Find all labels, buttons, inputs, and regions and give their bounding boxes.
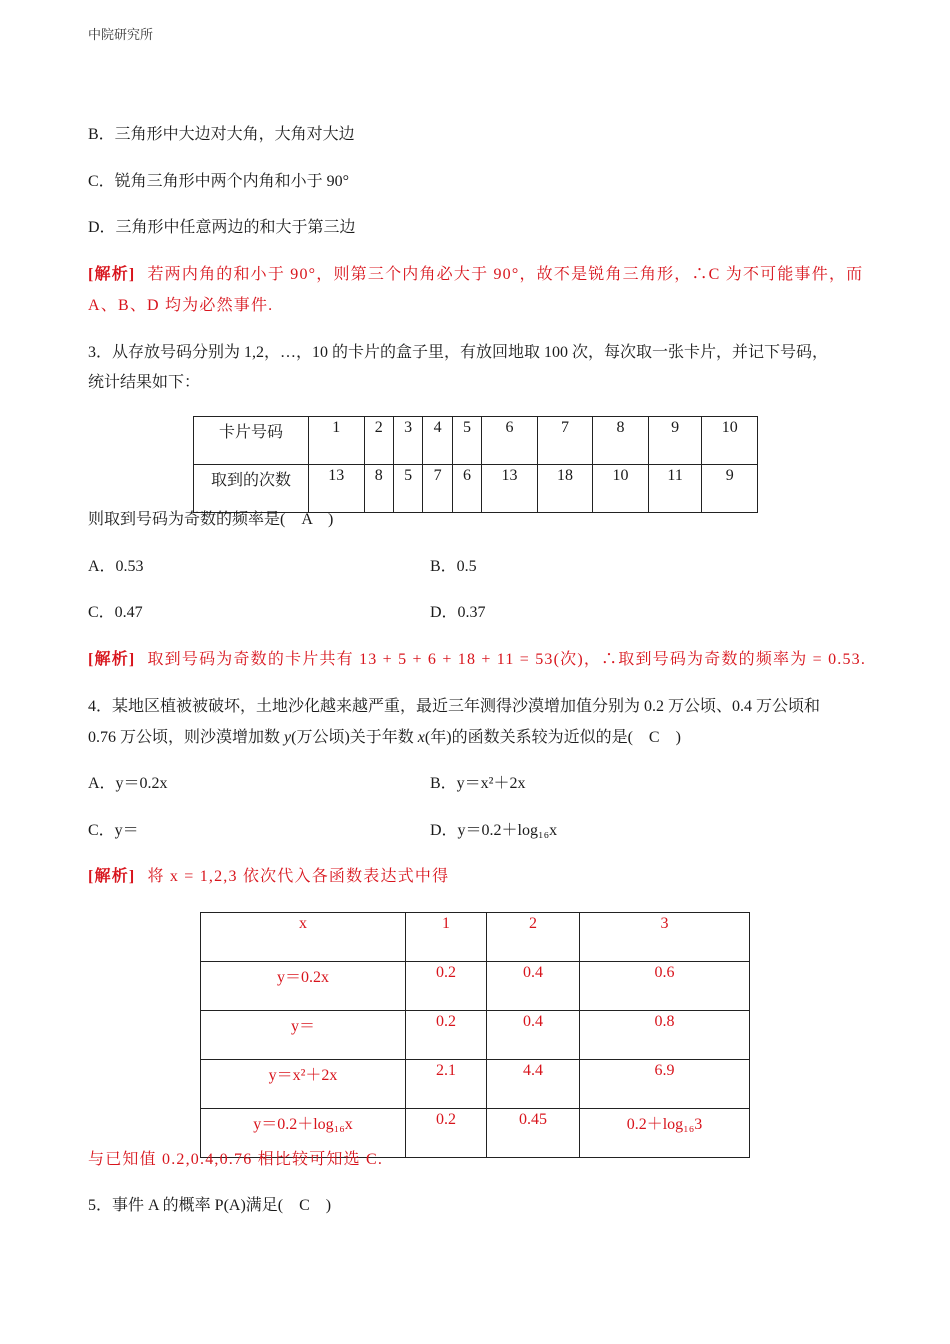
- q2-analysis-line2: A、B、D 均为必然事件.: [88, 297, 274, 314]
- analysis-tag: [解析]: [88, 266, 136, 283]
- var-x: x: [417, 729, 425, 746]
- table-cell: 9: [648, 417, 702, 465]
- table-cell: 8: [593, 417, 649, 465]
- table-cell: 10: [702, 417, 758, 465]
- table-cell: 1: [309, 417, 365, 465]
- analysis-tag: [解析]: [88, 651, 136, 668]
- table-cell: 13: [309, 465, 365, 513]
- table-cell: 6.9: [580, 1060, 750, 1109]
- table-cell: 1: [406, 913, 487, 962]
- table-row: [201, 962, 750, 1011]
- table-cell: 5: [393, 465, 422, 513]
- table-cell: 6: [482, 417, 538, 465]
- table-cell: 0.8: [580, 1011, 750, 1060]
- table-cell: 6: [452, 465, 481, 513]
- q3-question: 则取到号码为奇数的频率是( A ): [88, 511, 334, 528]
- q2-option-b: B．三角形中大边对大角，大角对大边: [88, 126, 355, 143]
- q3-option-b: B．0.5: [430, 558, 477, 575]
- text-span: (万公顷)关于年数: [291, 729, 418, 746]
- table-cell: 2.1: [406, 1060, 487, 1109]
- table-cell: y＝x²＋2x: [201, 1060, 406, 1109]
- table-row: [201, 1060, 750, 1109]
- table-cell: x: [201, 913, 406, 962]
- q2-option-c: C．锐角三角形中两个内角和小于 90°: [88, 173, 350, 190]
- q3-option-a: A．0.53: [88, 558, 144, 575]
- q4-option-b: B．y＝x²＋2x: [430, 775, 526, 792]
- table-cell: 卡片号码: [194, 417, 309, 465]
- table-cell: 2: [487, 913, 580, 962]
- table-row: [194, 417, 758, 465]
- table-cell: 13: [482, 465, 538, 513]
- table-cell: 取到的次数: [194, 465, 309, 513]
- table-cell: y＝: [201, 1011, 406, 1060]
- table-cell: 18: [537, 465, 593, 513]
- q4-option-d: D．y＝0.2＋log₁₆x: [430, 822, 558, 839]
- table-row: [194, 465, 758, 513]
- q3-option-c: C．0.47: [88, 604, 143, 621]
- q3-analysis: [88, 649, 866, 671]
- text-span: (年)的函数关系较为近似的是( C ): [424, 729, 681, 746]
- table-cell: 5: [452, 417, 481, 465]
- q2-option-d: D．三角形中任意两边的和大于第三边: [88, 219, 356, 236]
- q2-analysis-text: 若两内角的和小于 90°，则第三个内角必大于 90°，故不是锐角三角形，∴C 为不可能事件，而: [147, 266, 864, 283]
- table-cell: 0.6: [580, 962, 750, 1011]
- table-cell: 0.45: [487, 1109, 580, 1158]
- q3-analysis-text: 取到号码为奇数的卡片共有 13 + 5 + 6 + 18 + 11 = 53(次)，∴取到号码为奇数的频率为 = 0.53.: [147, 651, 867, 668]
- function-value-table: [200, 912, 750, 1158]
- var-y: y: [284, 729, 292, 746]
- q5-stem: 5．事件 A 的概率 P(A)满足( C ): [88, 1197, 332, 1214]
- q4-stem-line2: [88, 727, 681, 749]
- analysis-tag: [解析]: [88, 868, 136, 885]
- table-row: [201, 913, 750, 962]
- table-cell: 11: [648, 465, 702, 513]
- table-cell: 10: [593, 465, 649, 513]
- table-cell: 0.2: [406, 1109, 487, 1158]
- table-cell: y＝0.2＋log₁₆x: [201, 1109, 406, 1158]
- q3-stem-line1: 3．从存放号码分别为 1,2，…，10 的卡片的盒子里，有放回地取 100 次，每次取一张卡片，并记下号码，: [88, 344, 829, 361]
- table-cell: 4: [423, 417, 452, 465]
- q4-option-a: A．y＝0.2x: [88, 775, 168, 792]
- text-span: 0.76 万公顷，则沙漠增加数: [88, 729, 285, 746]
- table-cell: 0.2＋log₁₆3: [580, 1109, 750, 1158]
- table-cell: 2: [364, 417, 393, 465]
- table-cell: 0.4: [487, 962, 580, 1011]
- table-row: [201, 1011, 750, 1060]
- table-cell: 0.2: [406, 962, 487, 1011]
- table-cell: 9: [702, 465, 758, 513]
- table-cell: 3: [580, 913, 750, 962]
- table-cell: 0.4: [487, 1011, 580, 1060]
- table-cell: 4.4: [487, 1060, 580, 1109]
- q3-stem-line2: 统计结果如下：: [88, 374, 201, 391]
- page-header: 中院研究所: [88, 27, 154, 42]
- table-cell: y＝0.2x: [201, 962, 406, 1011]
- table-cell: 8: [364, 465, 393, 513]
- q2-analysis-line1: [88, 264, 863, 286]
- q4-analysis-text: 将 x = 1,2,3 依次代入各函数表达式中得: [147, 868, 450, 885]
- table-cell: 7: [423, 465, 452, 513]
- q3-option-d: D．0.37: [430, 604, 486, 621]
- q4-analysis: [88, 866, 449, 888]
- card-count-table: [193, 416, 758, 513]
- q4-option-c: C．y＝: [88, 822, 139, 839]
- table-cell: 0.2: [406, 1011, 487, 1060]
- q4-conclusion: 与已知值 0.2,0.4,0.76 相比较可知选 C.: [88, 1151, 384, 1168]
- table-cell: 7: [537, 417, 593, 465]
- q4-stem-line1: 4．某地区植被被破坏，土地沙化越来越严重，最近三年测得沙漠增加值分别为 0.2 万公顷、0.4 万公顷和: [88, 698, 821, 715]
- table-cell: 3: [393, 417, 422, 465]
